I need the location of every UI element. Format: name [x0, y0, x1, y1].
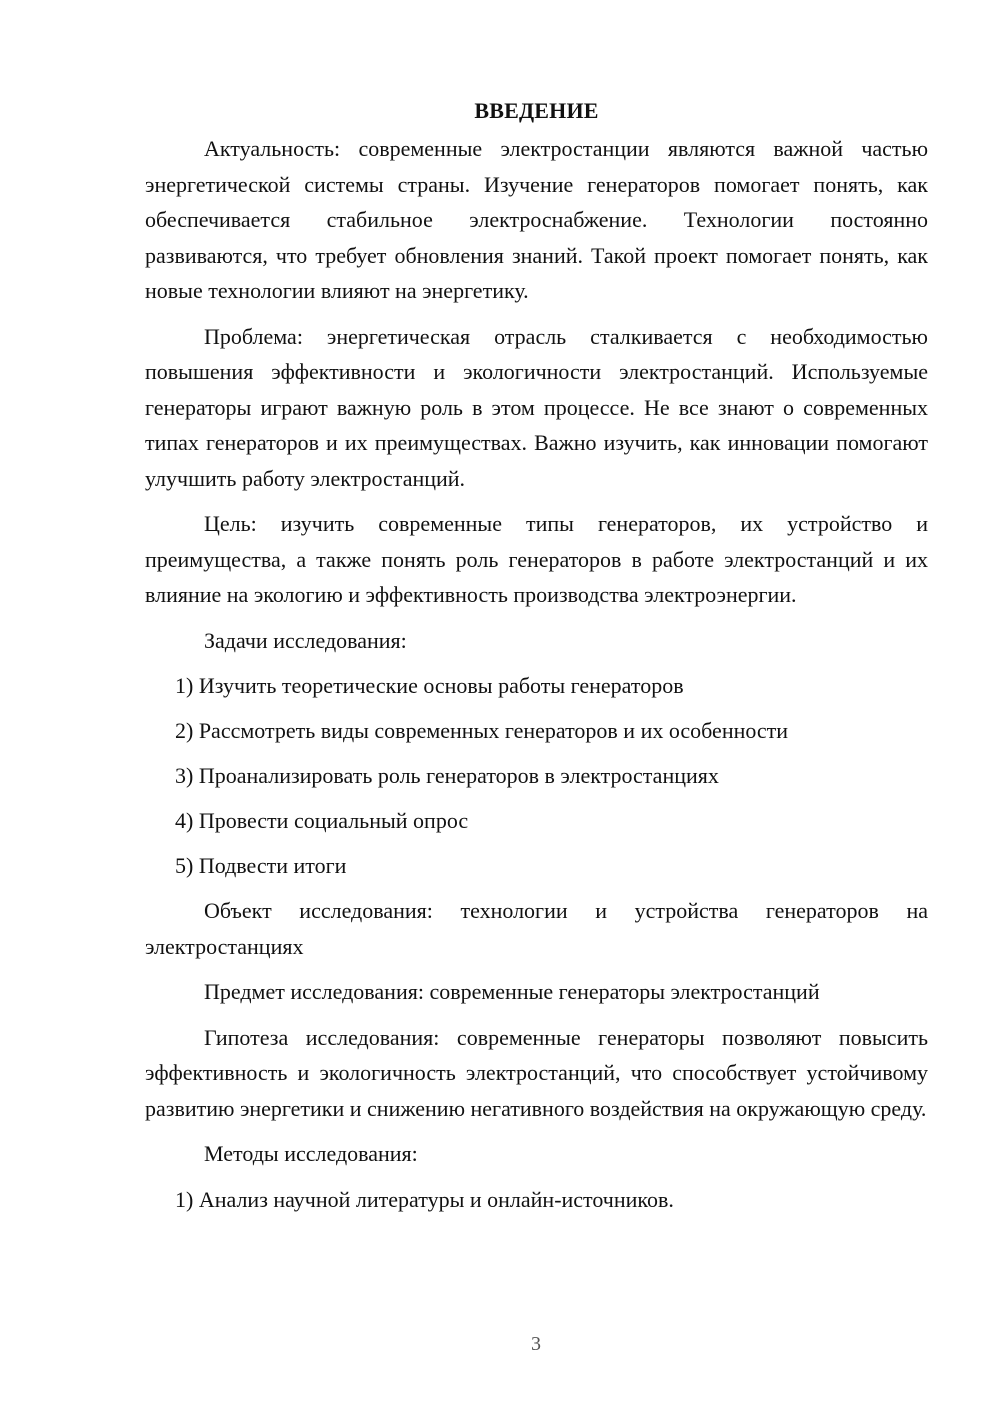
list-item: 2) Рассмотреть виды современных генераторов и их особенности	[175, 718, 789, 743]
tasks-heading: Задачи исследования:	[204, 627, 407, 653]
document-page	[145, 95, 928, 1227]
relevance-paragraph: Актуальность: современные электростанции являются важной частью энергетической системы страны. Изучение генераторов помогает понять, как обеспечивается стабильное электроснабжение. Технологии постоянно развиваются, что требует обновления знаний. Такой проект помогает понять, как новые технологии влияют на энергетику.	[145, 136, 928, 303]
tasks-list	[145, 668, 928, 883]
list-item: 1) Анализ научной литературы и онлайн-источников.	[175, 1186, 674, 1212]
list-item: 5) Подвести итоги	[175, 853, 347, 878]
section-title: ВВЕДЕНИЕ	[474, 98, 599, 123]
list-item: 4) Провести социальный опрос	[175, 808, 469, 833]
list-item: 1) Изучить теоретические основы работы генераторов	[175, 673, 684, 698]
problem-paragraph: Проблема: энергетическая отрасль сталкивается с необходимостью повышения эффективности и экологичности электростанций. Используемые генераторы играют важную роль в этом процессе. Не все знают о современных типах генераторов и их преимуществах. Важно изучить, как инновации помогают улучшить работу электростанций.	[145, 323, 928, 491]
goal-paragraph: Цель: изучить современные типы генераторов, их устройство и преимущества, а также понять роль генераторов в работе электростанций и их влияние на экологию и эффективность производства электроэнергии.	[145, 511, 928, 607]
list-item: 3) Проанализировать роль генераторов в электростанциях	[175, 763, 719, 788]
methods-heading: Методы исследования:	[204, 1141, 418, 1166]
subject-paragraph: Предмет исследования: современные генераторы электростанций	[204, 979, 820, 1004]
object-paragraph: Объект исследования: технологии и устройства генераторов на электростанциях	[145, 898, 928, 959]
page-number: 3	[531, 1333, 541, 1355]
methods-list	[145, 1182, 928, 1217]
hypothesis-paragraph: Гипотеза исследования: современные генераторы позволяют повысить эффективность и экологичность электростанций, что способствует устойчивому развитию энергетики и снижению негативного воздействия на окружающую среду.	[145, 1024, 928, 1121]
